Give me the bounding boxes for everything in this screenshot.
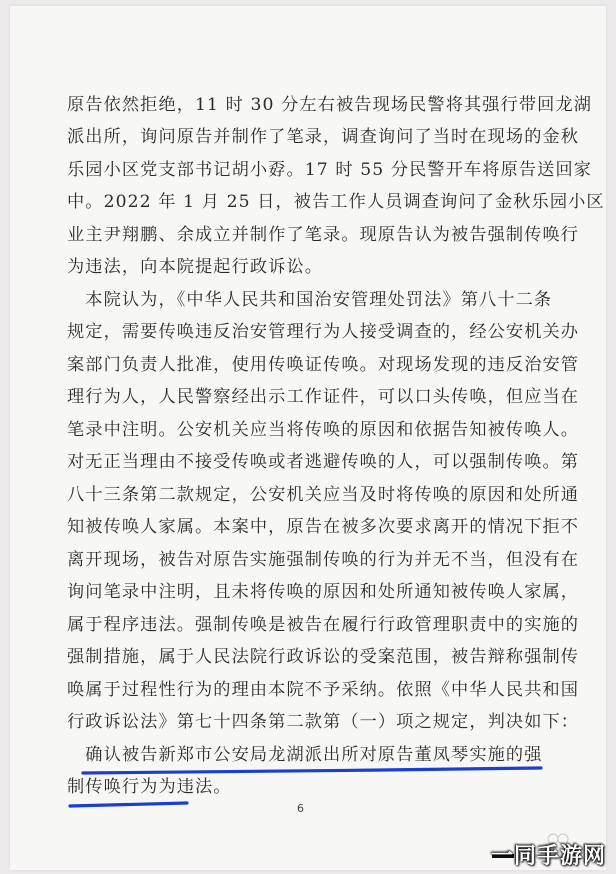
- body-text-line: 知被传唤人家属。本案中，原告在被多次要求离开的情况下拒不: [67, 517, 580, 537]
- body-text-line: 属于程序违法。强制传唤是被告在履行行政管理职责中的实施的: [67, 615, 580, 635]
- body-text-line: 乐园小区党支部书记胡小孬。17 时 55 分民警开车将原告送回家: [67, 160, 593, 180]
- body-text-line: 唤属于过程性行为的理由本院不予采纳。依照《中华人民共和国: [67, 680, 580, 700]
- body-text-line: 业主尹翔鹏、余成立并制作了笔录。现原告认为被告强制传唤行: [67, 225, 580, 245]
- body-text-line: 对无正当理由不接受传唤或者逃避传唤的人，可以强制传唤。第: [67, 452, 580, 472]
- body-text-line: 强制措施，属于人民法院行政诉讼的受案范围，被告辩称强制传: [67, 647, 580, 667]
- body-text-line: 行政诉讼法》第七十四条第二款第（一）项之规定，判决如下：: [67, 712, 580, 732]
- body-text-line: 本院认为，《中华人民共和国治安管理处罚法》第八十二条: [67, 290, 553, 310]
- body-text-line: 询问笔录中注明，且未将传唤的原因和处所通知被传唤人家属，: [67, 582, 580, 602]
- body-text-line: 案部门负责人批准，使用传唤证传唤。对现场发现的违反治安管: [67, 355, 580, 375]
- judgment-text-line: 制传唤行为为违法。: [67, 777, 232, 797]
- body-text-line: 为违法，向本院提起行政诉讼。: [67, 257, 324, 277]
- body-text-line: 离开现场，被告对原告实施强制传唤的行为并无不当，但没有在: [67, 550, 580, 570]
- body-text-line: 规定，需要传唤违反治安管理行为人接受调查的，经公安机关办: [67, 322, 580, 342]
- body-text-line: 笔录中注明。公安机关应当将传唤的原因和依据告知被传唤人。: [67, 420, 580, 440]
- watermark-text: 一同手游网: [490, 844, 606, 869]
- page-number: 6: [297, 802, 304, 815]
- judgment-text-line: 确认被告新郑市公安局龙湖派出所对原告董凤琴实施的强: [67, 745, 543, 765]
- site-watermark: [492, 832, 610, 870]
- body-text-line: 中。2022 年 1 月 25 日，被告工作人员调查询问了金秋乐园小区: [67, 192, 605, 212]
- body-text-line: 派出所，询问原告并制作了笔录，调查询问了当时在现场的金秋: [67, 127, 580, 147]
- body-text-line: 八十三条第二款规定，公安机关应当及时将传唤的原因和处所通: [67, 485, 580, 505]
- body-text-line: 理行为人，人民警察经出示工作证件，可以口头传唤，但应当在: [67, 387, 580, 407]
- body-text-line: 原告依然拒绝，11 时 30 分左右被告现场民警将其强行带回龙湖: [67, 95, 593, 115]
